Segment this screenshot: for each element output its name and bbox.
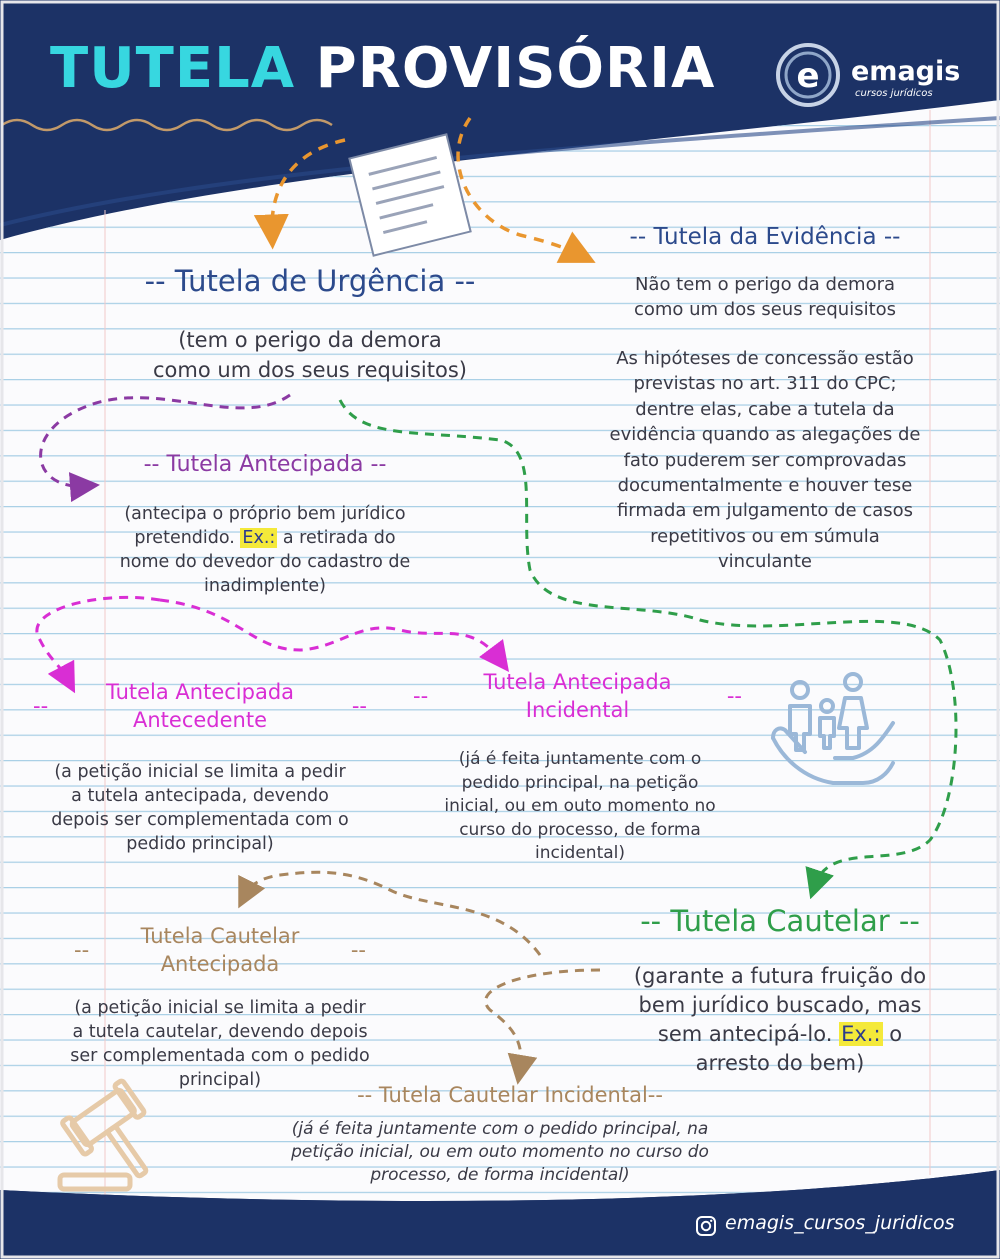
- cautelar-incidental-line: petição inicial, ou em outo momento no curso do: [291, 1142, 709, 1162]
- incidental-line: incidental): [534, 843, 626, 863]
- arrow-to-evidencia: [458, 118, 580, 255]
- evidencia-p2: [580, 346, 950, 575]
- evidencia-p2-line: evidência quando as alegações de: [609, 424, 921, 446]
- antecipada-line-4: inadimplente): [204, 576, 326, 596]
- example-highlight: Ex.:: [242, 528, 276, 548]
- cautelar-antecipada-heading-l2: Antecipada: [160, 952, 280, 976]
- incidental-line: curso do processo, de forma: [459, 819, 701, 840]
- evidencia-p1-line-2: como um dos seus requisitos: [633, 299, 897, 321]
- incidental-body: [410, 748, 750, 866]
- incidental-line: inicial, ou em outo momento no: [444, 796, 716, 816]
- incidental-heading-l1: Tutela Antecipada: [483, 670, 672, 694]
- title-word-2: PROVISÓRIA: [315, 36, 716, 101]
- instagram-text: emagis_cursos_juridicos: [725, 1212, 955, 1234]
- evidencia-p2-line: firmada em julgamento de casos: [616, 500, 914, 522]
- evidencia-heading-text: Tutela da Evidência: [653, 224, 877, 250]
- cautelar-heading: -- Tutela Cautelar --: [640, 904, 920, 938]
- brand-logo: [775, 42, 975, 112]
- urgencia-body: [110, 325, 510, 385]
- cautelar-incidental-line: (já é feita juntamente com o pedido principal, na: [291, 1119, 709, 1139]
- evidencia-p2-line: documentalmente e houver tese: [617, 475, 913, 497]
- cautelar-body: [600, 962, 960, 1078]
- evidencia-p1: [585, 272, 945, 323]
- evidencia-p2-line: dentre elas, cabe a tutela da: [635, 398, 895, 420]
- antecedente-line: (a petição inicial se limita a pedir: [54, 762, 346, 782]
- evidencia-p2-line: previstas no art. 311 do CPC;: [633, 373, 897, 395]
- urgencia-line-2: como um dos seus requisitos): [153, 358, 467, 382]
- brand-name: emagis: [851, 56, 961, 87]
- cautelar-incidental-heading: -- Tutela Cautelar Incidental--: [357, 1083, 663, 1107]
- arrow-to-antecedente: [37, 597, 160, 680]
- cautelar-antecipada-heading: -- -- Tutela Cautelar Antecipada: [70, 922, 370, 978]
- cautelar-line-1: (garante a futura fruição do: [633, 964, 927, 988]
- cautelar-line-2: bem jurídico buscado, mas: [638, 993, 922, 1017]
- evidencia-p2-line: As hipóteses de concessão estão: [616, 348, 914, 369]
- antecipada-line-2a: pretendido.: [134, 528, 235, 548]
- page-title: [50, 36, 715, 101]
- brand-sub: cursos jurídicos: [855, 88, 933, 99]
- arrow-to-incidental: [160, 600, 500, 660]
- antecipada-line-2b: a retirada do: [282, 528, 396, 548]
- antecipada-line-2: [70, 526, 460, 550]
- arrow-to-urgencia: [272, 140, 345, 232]
- antecedente-heading-l2: Antecedente: [132, 708, 267, 732]
- cautelar-incidental-body: [240, 1118, 760, 1187]
- cautelar-antecipada-line: (a petição inicial se limita a pedir: [74, 998, 366, 1018]
- antecipada-line-1: (antecipa o próprio bem jurídico: [124, 504, 406, 524]
- evidencia-p1-line-1: Não tem o perigo da demora: [634, 274, 896, 295]
- emagis-logo-icon: [775, 42, 841, 108]
- cautelar-line-4: arresto do bem): [695, 1051, 865, 1075]
- cautelar-line-3b: o: [889, 1022, 903, 1046]
- cautelar-incidental-heading-text: Tutela Cautelar Incidental: [378, 1083, 648, 1107]
- antecedente-body: [15, 760, 385, 856]
- cautelar-antecipada-line: ser complementada com o pedido: [70, 1046, 370, 1066]
- evidencia-p2-line: vinculante: [718, 551, 812, 573]
- urgencia-heading-text: Tutela de Urgência: [174, 264, 446, 298]
- incidental-heading: -- -- Tutela Antecipada Incidental: [405, 668, 750, 724]
- arrow-to-cautelar-incidental: [486, 970, 600, 1070]
- instagram-handle[interactable]: [695, 1212, 985, 1240]
- antecipada-body: [70, 502, 460, 598]
- instagram-icon: [695, 1215, 717, 1237]
- urgencia-line-1: (tem o perigo da demora: [178, 328, 442, 352]
- antecedente-heading-l1: Tutela Antecipada: [105, 680, 295, 704]
- antecedente-line: depois ser complementada com o: [51, 810, 349, 830]
- svg-text:e: e: [796, 56, 820, 96]
- cautelar-antecipada-heading-l1: Tutela Cautelar: [140, 924, 300, 948]
- cautelar-heading-text: Tutela Cautelar: [670, 904, 890, 938]
- antecedente-line: a tutela antecipada, devendo: [71, 786, 329, 806]
- antecedente-heading: -- -- Tutela Antecipada Antecedente: [25, 678, 375, 734]
- antecipada-line-3: nome do devedor do cadastro de: [119, 552, 411, 572]
- example-highlight: Ex.:: [841, 1022, 881, 1046]
- evidencia-p2-line: fato puderem ser comprovadas: [623, 449, 907, 471]
- incidental-heading-l2: Incidental: [525, 698, 630, 722]
- cautelar-incidental-line: processo, de forma incidental): [370, 1165, 630, 1185]
- title-word-1: TUTELA: [50, 36, 296, 101]
- cautelar-antecipada-line: a tutela cautelar, devendo depois: [72, 1022, 368, 1042]
- evidencia-p2-line: repetitivos ou em súmula: [650, 525, 880, 547]
- antecipada-heading-text: Tutela Antecipada: [166, 452, 364, 477]
- incidental-line: (já é feita juntamente com o: [458, 749, 702, 769]
- urgencia-heading: -- Tutela de Urgência --: [144, 264, 476, 298]
- antecedente-line: pedido principal): [126, 834, 274, 854]
- antecipada-heading: -- Tutela Antecipada --: [143, 452, 387, 477]
- family-care-icon: [765, 668, 905, 803]
- cautelar-line-3: [600, 1020, 960, 1049]
- cautelar-antecipada-line: principal): [178, 1070, 262, 1090]
- cautelar-line-3a: sem antecipá-lo.: [657, 1022, 833, 1046]
- incidental-line: pedido principal, na petição: [461, 772, 699, 793]
- gavel-icon: [50, 1075, 170, 1200]
- evidencia-heading: -- Tutela da Evidência --: [629, 224, 901, 250]
